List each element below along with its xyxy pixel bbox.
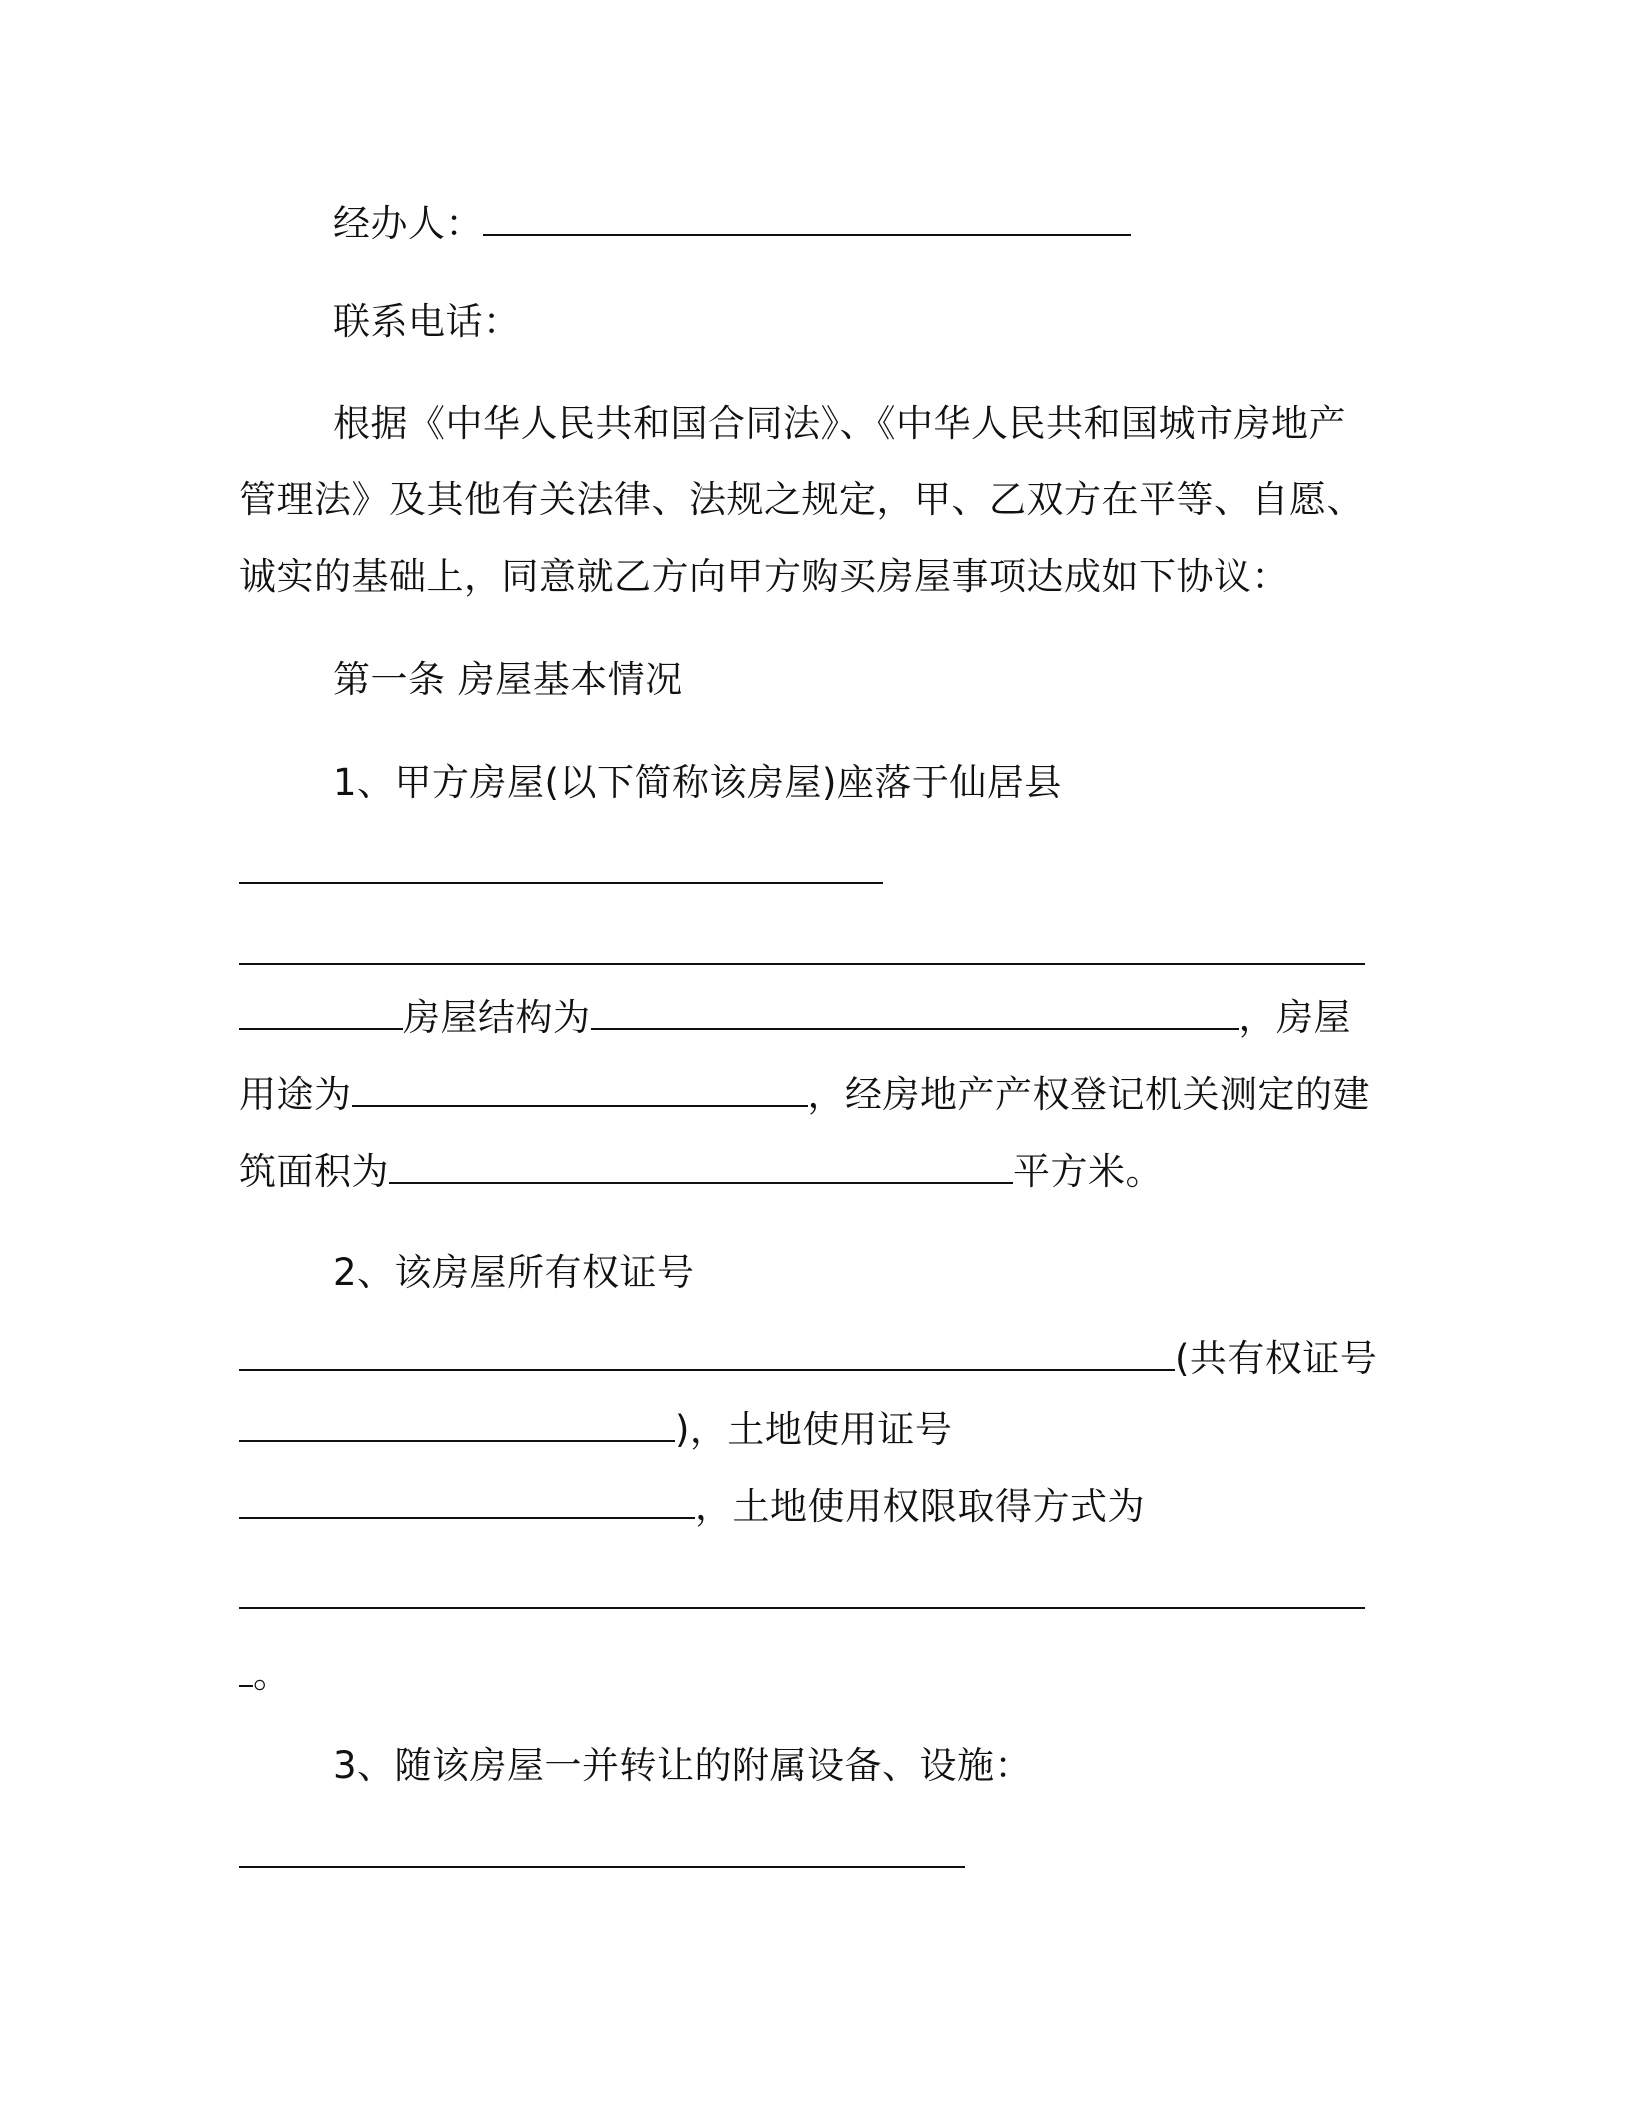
article1-title: 第一条 房屋基本情况 xyxy=(333,658,683,701)
structure-label: 房屋结构为 xyxy=(403,996,591,1039)
usage-line xyxy=(239,1073,1370,1116)
usage-label: 用途为 xyxy=(239,1073,352,1116)
agent-blank xyxy=(483,204,1131,236)
usage-blank xyxy=(352,1075,808,1107)
ownership-cert-blank xyxy=(239,1339,1175,1371)
facilities-blank xyxy=(239,1836,965,1868)
area-unit: 平方米。 xyxy=(1013,1150,1163,1193)
structure-suffix: ，房屋 xyxy=(1238,996,1351,1039)
phone-label: 联系电话： xyxy=(333,300,521,343)
land-method-blank-1 xyxy=(239,1577,1365,1609)
coowner-label: (共有权证号 xyxy=(1175,1337,1378,1380)
land-cert-line xyxy=(239,1408,953,1451)
cert-line xyxy=(239,1337,1378,1380)
area-label: 筑面积为 xyxy=(239,1150,389,1193)
intro-line-2: 管理法》及其他有关法律、法规之规定，甲、乙双方在平等、自愿、 xyxy=(239,478,1364,521)
land-method-label: ，土地使用权限取得方式为 xyxy=(695,1485,1145,1528)
coowner-cert-blank xyxy=(239,1410,675,1442)
land-method-line xyxy=(239,1485,1145,1528)
location-blank-3 xyxy=(239,998,403,1030)
usage-suffix: ，经房地产产权登记机关测定的建 xyxy=(807,1073,1370,1116)
land-cert-blank xyxy=(239,1487,695,1519)
phone-line xyxy=(333,300,521,343)
end-line xyxy=(239,1653,291,1696)
location-blank-2 xyxy=(239,933,1365,965)
item1-intro: 1、甲方房屋(以下简称该房屋)座落于仙居县 xyxy=(333,761,1062,804)
end-mark: 。 xyxy=(253,1653,291,1696)
item2-intro: 2、该房屋所有权证号 xyxy=(333,1251,695,1294)
intro-line-1: 根据《中华人民共和国合同法》、《中华人民共和国城市房地产 xyxy=(333,402,1346,445)
intro-line-3: 诚实的基础上，同意就乙方向甲方购买房屋事项达成如下协议： xyxy=(239,555,1289,598)
land-method-blank-2 xyxy=(239,1655,253,1687)
agent-label: 经办人： xyxy=(333,202,483,245)
item3-intro: 3、随该房屋一并转让的附属设备、设施： xyxy=(333,1744,1033,1787)
area-line xyxy=(239,1150,1163,1193)
area-blank xyxy=(389,1152,1013,1184)
structure-blank xyxy=(591,998,1239,1030)
location-blank-1 xyxy=(239,852,883,884)
agent-line xyxy=(333,202,1131,245)
land-cert-label: )，土地使用证号 xyxy=(675,1408,953,1451)
structure-line xyxy=(239,996,1351,1039)
